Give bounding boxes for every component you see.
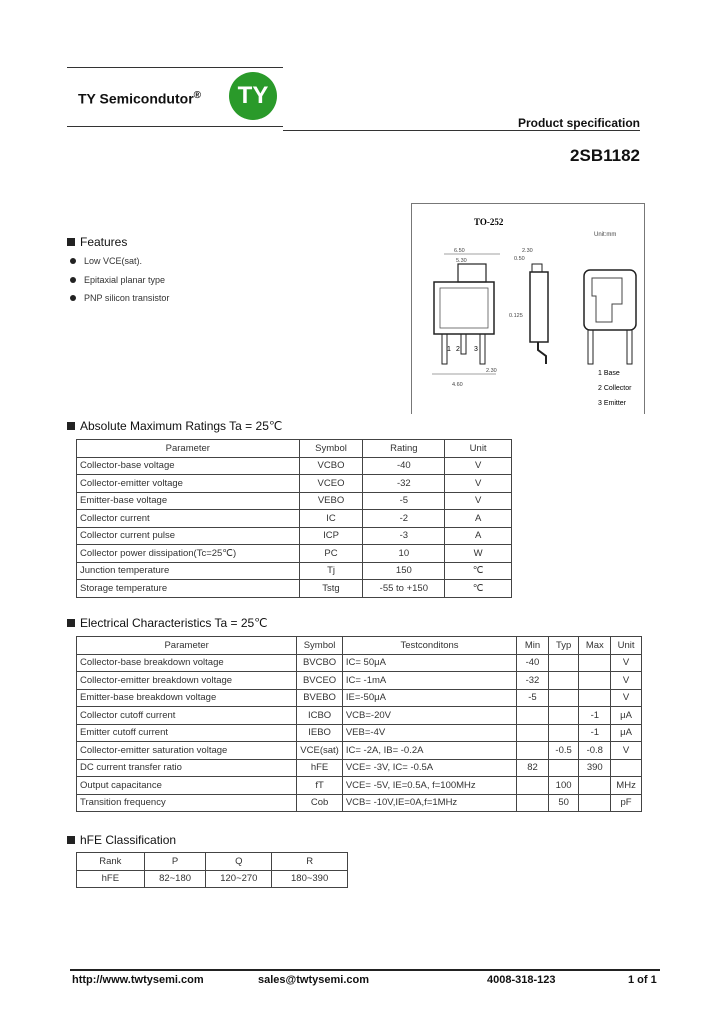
column-header: Unit [445,440,512,458]
table-cell [579,777,611,795]
table-row [77,672,642,690]
feature-item: PNP silicon transistor [70,293,169,303]
abs-max-table [76,439,512,598]
table-cell: VCE(sat) [297,742,343,760]
table-cell: μA [611,724,642,742]
lead-2 [461,334,466,354]
table-cell: -5 [517,689,549,707]
table-cell: Cob [297,794,343,812]
table-row [77,527,512,545]
header-rule-right [283,130,640,131]
table-cell: -40 [363,457,445,475]
package-drawing [411,203,645,414]
table-cell: V [611,654,642,672]
table-cell: Collector-base breakdown voltage [77,654,297,672]
table-cell: hFE [77,870,145,888]
bullet-dot-icon [70,258,76,264]
dim-label: 0.50 [514,256,525,262]
table-cell: -1 [579,707,611,725]
table-cell: W [445,545,512,563]
dim-label: 0.125 [509,313,523,319]
table-cell [548,759,579,777]
table-cell: -0.5 [548,742,579,760]
package-body [434,282,494,334]
table-cell: IEBO [297,724,343,742]
dim-label: 2.30 [522,248,533,254]
package-tab [458,264,486,282]
table-cell: fT [297,777,343,795]
footer-page: 1 of 1 [628,974,657,986]
table-cell: 390 [579,759,611,777]
column-header: Symbol [297,637,343,655]
part-number: 2SB1182 [570,146,640,165]
side-view-tab [532,264,542,272]
table-cell: BVCEO [297,672,343,690]
pin-label: 1 Base [598,370,620,377]
table-cell: Q [206,853,272,871]
footer-phone: 4008-318-123 [487,974,556,986]
table-cell: P [144,853,206,871]
rear-lead-2 [627,330,632,364]
table-cell: ℃ [445,580,512,598]
table-row [77,759,642,777]
table-cell [517,742,549,760]
abs-max-heading: Absolute Maximum Ratings Ta = 25℃ [67,419,282,433]
column-header: Typ [548,637,579,655]
table-row [77,492,512,510]
table-cell [548,724,579,742]
pin-number: 2 [456,346,460,353]
lead-3 [480,334,485,364]
table-cell: Transition frequency [77,794,297,812]
pin-number: 3 [474,346,478,353]
bullet-square-icon [67,422,75,430]
table-cell: Collector-emitter voltage [77,475,300,493]
footer-url[interactable]: http://www.twtysemi.com [72,974,204,986]
table-cell: ℃ [445,562,512,580]
elec-table [76,636,642,812]
table-cell: Collector-base voltage [77,457,300,475]
table-row [77,707,642,725]
table-cell: -2 [363,510,445,528]
table-cell [579,654,611,672]
table-cell: VCB=-20V [342,707,516,725]
table-cell: -32 [363,475,445,493]
footer-email[interactable]: sales@twtysemi.com [258,974,369,986]
table-cell: MHz [611,777,642,795]
package-name: TO-252 [474,217,504,227]
table-cell: BVCBO [297,654,343,672]
feature-item: Low VCE(sat). [70,256,142,266]
side-view-body [530,272,548,342]
table-cell: IC= -1mA [342,672,516,690]
table-cell: Collector cutoff current [77,707,297,725]
table-cell: ICBO [297,707,343,725]
column-header: Max [579,637,611,655]
pin-number: 1 [447,346,451,353]
feature-item: Epitaxial planar type [70,275,165,285]
rear-view-heatsink [592,278,622,322]
pin-label: 2 Collector [598,385,632,392]
table-cell: -5 [363,492,445,510]
table-cell [548,654,579,672]
side-view-lead [538,342,546,364]
table-header-row [77,637,642,655]
table-cell: Output capacitance [77,777,297,795]
table-cell: 82~180 [144,870,206,888]
dim-label: 2.30 [486,368,497,374]
elec-heading: Electrical Characteristics Ta = 25℃ [67,616,268,630]
table-cell: V [445,457,512,475]
hfe-heading: hFE Classification [67,833,176,847]
column-header: Min [517,637,549,655]
table-cell: -40 [517,654,549,672]
table-cell: -32 [517,672,549,690]
table-cell: Tj [299,562,363,580]
table-cell: IE=-50μA [342,689,516,707]
table-cell [579,672,611,690]
table-cell: 50 [548,794,579,812]
rear-lead-1 [588,330,593,364]
table-cell: hFE [297,759,343,777]
table-cell: Collector-emitter breakdown voltage [77,672,297,690]
table-cell: Emitter cutoff current [77,724,297,742]
table-cell: -1 [579,724,611,742]
dim-label: 6.50 [454,248,465,254]
table-cell: BVEBO [297,689,343,707]
table-cell: -3 [363,527,445,545]
table-cell: 100 [548,777,579,795]
table-header-row [77,440,512,458]
table-row [77,689,642,707]
bullet-dot-icon [70,295,76,301]
column-header: Rating [363,440,445,458]
company-name: TY Semicondutor® [78,90,202,107]
package-unit: Unit:mm [594,232,617,238]
footer-rule [70,969,660,971]
table-cell: VCE= -5V, IE=0.5A, f=100MHz [342,777,516,795]
header-top-rule [67,67,283,68]
table-cell: 180~390 [272,870,348,888]
column-header: Symbol [299,440,363,458]
table-cell [579,794,611,812]
table-row [77,545,512,563]
table-cell: VCEO [299,475,363,493]
table-cell: A [445,527,512,545]
table-cell: IC= 50μA [342,654,516,672]
table-cell: VCB= -10V,IE=0A,f=1MHz [342,794,516,812]
header-rule-left [67,126,283,127]
table-cell: V [445,492,512,510]
table-cell: V [611,742,642,760]
table-cell: ICP [299,527,363,545]
column-header: Testconditons [342,637,516,655]
bullet-dot-icon [70,277,76,283]
table-row [77,654,642,672]
package-body-inner [440,288,488,328]
table-cell: 120~270 [206,870,272,888]
table-cell: 82 [517,759,549,777]
table-cell: Emitter-base voltage [77,492,300,510]
table-cell: Storage temperature [77,580,300,598]
dim-label: 4.60 [452,382,463,388]
table-cell: Junction temperature [77,562,300,580]
table-row [77,475,512,493]
table-cell [548,672,579,690]
table-cell [517,777,549,795]
table-cell: V [611,672,642,690]
table-cell: Collector power dissipation(Tc=25℃) [77,545,300,563]
table-cell: VCBO [299,457,363,475]
table-cell: μA [611,707,642,725]
table-cell: pF [611,794,642,812]
product-specification: Product specification [517,116,640,130]
table-cell: A [445,510,512,528]
table-cell: IC [299,510,363,528]
table-cell: Collector current pulse [77,527,300,545]
pin-label: 3 Emitter [598,400,627,407]
table-cell [517,794,549,812]
table-cell: -55 to +150 [363,580,445,598]
bullet-square-icon [67,836,75,844]
package-outline-svg [412,204,644,414]
table-cell [517,724,549,742]
table-row [77,562,512,580]
table-cell: VCE= -3V, IC= -0.5A [342,759,516,777]
table-cell: 150 [363,562,445,580]
table-cell [579,689,611,707]
table-cell: Rank [77,853,145,871]
table-row [77,510,512,528]
bullet-square-icon [67,619,75,627]
table-cell: R [272,853,348,871]
hfe-table [76,852,348,888]
dim-label: 5.30 [456,258,467,264]
table-row [77,742,642,760]
table-row [77,853,348,871]
table-cell: DC current transfer ratio [77,759,297,777]
features-heading: Features [67,235,127,249]
table-cell: V [445,475,512,493]
table-row [77,724,642,742]
table-cell [611,759,642,777]
column-header: Parameter [77,440,300,458]
table-cell: PC [299,545,363,563]
table-cell: V [611,689,642,707]
table-cell [548,689,579,707]
table-cell: VEB=-4V [342,724,516,742]
table-row [77,870,348,888]
column-header: Parameter [77,637,297,655]
table-cell: Emitter-base breakdown voltage [77,689,297,707]
bullet-square-icon [67,238,75,246]
table-cell [517,707,549,725]
table-cell: VEBO [299,492,363,510]
table-cell [548,707,579,725]
table-cell: -0.8 [579,742,611,760]
table-row [77,580,512,598]
table-row [77,794,642,812]
column-header: Unit [611,637,642,655]
table-cell: Collector-emitter saturation voltage [77,742,297,760]
table-cell: Tstg [299,580,363,598]
company-logo: TY [229,72,277,120]
table-row [77,777,642,795]
table-cell: 10 [363,545,445,563]
table-cell: Collector current [77,510,300,528]
table-row [77,457,512,475]
table-cell: IC= -2A, IB= -0.2A [342,742,516,760]
